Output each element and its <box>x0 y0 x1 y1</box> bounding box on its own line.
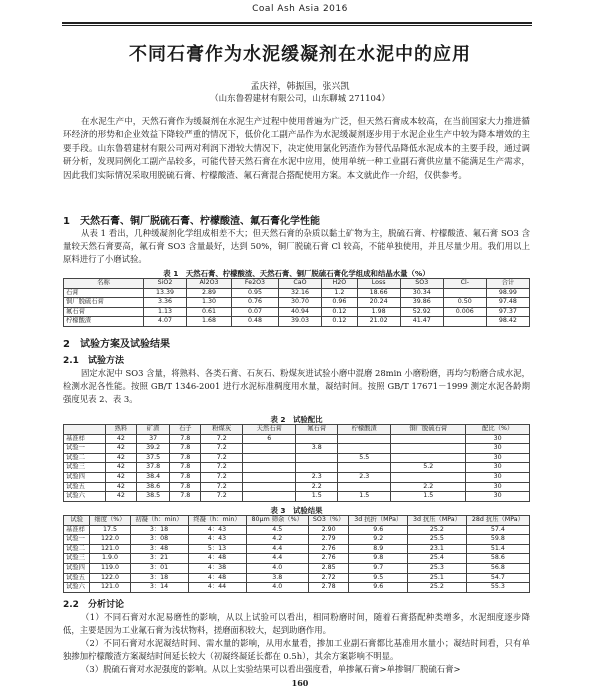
table-1 <box>63 278 530 327</box>
table-cell: 121.0 <box>90 583 130 593</box>
column-header: 矿渣 <box>136 425 169 435</box>
column-header: 铜厂脱硫石膏 <box>391 425 466 435</box>
table-cell <box>243 453 296 463</box>
table-cell: 25.2 <box>408 525 467 535</box>
table-cell <box>338 482 391 492</box>
table-cell: 2.2 <box>296 482 338 492</box>
table-cell: 59.8 <box>466 535 529 545</box>
table-cell: 42 <box>105 463 136 473</box>
column-header: 石子 <box>170 425 201 435</box>
table-row <box>64 544 530 554</box>
table-cell: 试验一 <box>64 535 90 545</box>
table-cell: 119.0 <box>90 563 130 573</box>
table-cell: 石膏 <box>64 288 144 298</box>
table-cell: 2.90 <box>308 525 348 535</box>
table-cell: 1.9.0 <box>90 554 130 564</box>
table-cell: 42 <box>105 472 136 482</box>
table-row <box>64 525 530 535</box>
table-cell: 56.8 <box>466 563 529 573</box>
table-cell: 40.94 <box>278 307 321 317</box>
section-1-text: 从表 1 看出，几种缓凝剂化学组成相差不大；但天然石膏的杂质以黏土矿物为主，脱硫石膏、柠檬酸渣、氟石膏 SO3 含量较天然石膏要高，氟石膏 SO3 含量最好，达到 50%，铜厂脱硫石膏 Cl 较高，不能单独使用，并且尽量少用。我们用以上原料进行了小磨试验。 <box>63 228 530 264</box>
table-cell: 37.5 <box>136 453 169 463</box>
table-cell: 4.0 <box>246 563 308 573</box>
table-row <box>64 563 530 573</box>
table-cell: 基准样 <box>64 525 90 535</box>
table-cell: 2.72 <box>308 573 348 583</box>
table-cell: 13.39 <box>144 288 187 298</box>
table-cell: 21.02 <box>357 317 400 327</box>
table-cell: 0.07 <box>232 307 279 317</box>
table-cell: 1.68 <box>187 317 232 327</box>
column-header <box>64 425 106 435</box>
affiliation: （山东鲁碧建材有限公司，山东聊城 271104） <box>210 94 390 104</box>
table-cell: 0.12 <box>322 307 358 317</box>
table-cell: 25.1 <box>408 573 467 583</box>
column-header: Al2O3 <box>187 279 232 289</box>
table-cell: 30 <box>466 482 530 492</box>
table-cell: 4：43 <box>188 525 246 535</box>
column-header: 熟料 <box>105 425 136 435</box>
table-cell: 98.99 <box>486 288 529 298</box>
table-cell: 5.2 <box>391 463 466 473</box>
table-cell <box>391 472 466 482</box>
table-cell <box>338 434 391 444</box>
section-2-2-heading: 2.2 分析讨论 <box>63 600 124 610</box>
table-cell: 4.4 <box>246 554 308 564</box>
table-cell: 4.2 <box>246 535 308 545</box>
table-cell: 30.70 <box>278 298 321 308</box>
table-cell: 基准样 <box>64 434 106 444</box>
table-cell: 1.5 <box>391 492 466 502</box>
column-header: 试验 <box>64 516 90 526</box>
table-cell: 试验二 <box>64 453 106 463</box>
table-row <box>64 535 530 545</box>
table-cell: 3.8 <box>246 573 308 583</box>
table-cell: 39.86 <box>400 298 443 308</box>
table-cell: 30 <box>466 453 530 463</box>
table-cell: 7.2 <box>201 444 243 454</box>
table-cell: 9.6 <box>349 583 408 593</box>
table-cell: 122.0 <box>90 573 130 583</box>
table-cell: 3：21 <box>130 554 188 564</box>
table-cell: 试验六 <box>64 492 106 502</box>
table-cell: 2.76 <box>308 544 348 554</box>
table-cell: 39.2 <box>136 444 169 454</box>
table-cell: 柠檬酸渣 <box>64 317 144 327</box>
table-cell: 2.78 <box>308 583 348 593</box>
column-header: Loss <box>357 279 400 289</box>
table-cell: 30.34 <box>400 288 443 298</box>
table-cell: 4：43 <box>188 535 246 545</box>
table-row <box>64 317 530 327</box>
column-header: 氟石膏 <box>296 425 338 435</box>
table-cell: 试验六 <box>64 583 90 593</box>
column-header: 80μm 筛余（%） <box>246 516 308 526</box>
table-cell: 3：18 <box>130 525 188 535</box>
table-cell: 23.1 <box>408 544 467 554</box>
table-cell: 42 <box>105 492 136 502</box>
table-cell <box>443 317 486 327</box>
table-cell: 试验三 <box>64 554 90 564</box>
column-header: CaO <box>278 279 321 289</box>
table-cell: 0.95 <box>232 288 279 298</box>
table-cell <box>443 288 486 298</box>
column-header: 名称 <box>64 279 144 289</box>
table-cell <box>391 444 466 454</box>
table-cell: 7.8 <box>170 492 201 502</box>
journal-header: Coal Ash Asia 2016 <box>252 4 348 14</box>
table-cell: 4：48 <box>188 573 246 583</box>
table-cell: 30 <box>466 492 530 502</box>
table-cell: 55.3 <box>466 583 529 593</box>
table-cell <box>338 463 391 473</box>
table-header-row <box>64 425 530 435</box>
table-cell: 41.47 <box>400 317 443 327</box>
table-row <box>64 444 530 454</box>
table-cell: 3：08 <box>130 535 188 545</box>
table-cell: 2.2 <box>391 482 466 492</box>
column-header: 配比（%） <box>466 425 530 435</box>
table-cell: 铜厂脱硫石膏 <box>64 298 144 308</box>
table-3 <box>63 515 530 593</box>
table-2-caption: 表 2 试验配比 <box>270 415 323 424</box>
table-cell: 9.7 <box>349 563 408 573</box>
table-cell: 0.50 <box>443 298 486 308</box>
table-cell: 25.4 <box>408 554 467 564</box>
table-row <box>64 482 530 492</box>
table-cell: 0.48 <box>232 317 279 327</box>
table-cell: 39.03 <box>278 317 321 327</box>
table-cell: 1.5 <box>338 492 391 502</box>
table-cell: 6 <box>243 434 296 444</box>
table-row <box>64 434 530 444</box>
table-row <box>64 583 530 593</box>
table-cell: 7.2 <box>201 472 243 482</box>
table-cell: 30 <box>466 472 530 482</box>
table-row <box>64 463 530 473</box>
table-cell: 1.30 <box>187 298 232 308</box>
column-header: 3d 抗压（MPa） <box>408 516 467 526</box>
table-cell: 57.4 <box>466 525 529 535</box>
table-cell: 38.6 <box>136 482 169 492</box>
table-3-caption: 表 3 试验结果 <box>270 506 323 515</box>
table-cell <box>391 434 466 444</box>
table-cell: 试验一 <box>64 444 106 454</box>
table-1-caption: 表 1 天然石膏、柠檬酸渣、天然石膏、铜厂脱硫石膏化学组成和结晶水量（%） <box>163 269 430 278</box>
table-cell: 5.5 <box>338 453 391 463</box>
section-2-heading: 2 试验方案及试验结果 <box>63 339 170 350</box>
table-cell: 0.76 <box>232 298 279 308</box>
table-cell: 3：18 <box>130 573 188 583</box>
table-cell: 试验四 <box>64 472 106 482</box>
table-row <box>64 492 530 502</box>
column-header: SiO2 <box>144 279 187 289</box>
table-header-row <box>64 516 530 526</box>
table-cell: 0.006 <box>443 307 486 317</box>
table-cell: 25.5 <box>408 535 467 545</box>
table-row <box>64 298 530 308</box>
table-cell: 7.8 <box>170 463 201 473</box>
section-1-heading: 1 天然石膏、铜厂脱硫石膏、柠檬酸渣、氟石膏化学性能 <box>63 216 320 227</box>
table-cell: 98.42 <box>486 317 529 327</box>
column-header: Fe2O3 <box>232 279 279 289</box>
table-row <box>64 554 530 564</box>
table-cell: 7.2 <box>201 482 243 492</box>
table-cell: 2.76 <box>308 554 348 564</box>
article-title: 不同石膏作为水泥缓凝剂在水泥中的应用 <box>129 44 471 65</box>
table-cell: 1.2 <box>322 288 358 298</box>
table-cell: 7.2 <box>201 453 243 463</box>
table-cell: 4.4 <box>246 544 308 554</box>
table-cell: 0.12 <box>322 317 358 327</box>
table-cell <box>338 444 391 454</box>
table-cell: 9.6 <box>349 525 408 535</box>
table-cell <box>391 453 466 463</box>
column-header: 3d 抗折（MPa） <box>349 516 408 526</box>
column-header: 合计 <box>486 279 529 289</box>
table-cell: 58.6 <box>466 554 529 564</box>
table-cell: 97.37 <box>486 307 529 317</box>
table-cell: 0.61 <box>187 307 232 317</box>
table-cell: 97.48 <box>486 298 529 308</box>
table-cell: 17.5 <box>90 525 130 535</box>
table-cell: 7.8 <box>170 472 201 482</box>
table-cell: 32.16 <box>278 288 321 298</box>
table-cell: 42 <box>105 453 136 463</box>
table-cell: 3：48 <box>130 544 188 554</box>
table-cell: 7.2 <box>201 463 243 473</box>
column-header: Cl- <box>443 279 486 289</box>
abstract-paragraph: 在水泥生产中，天然石膏作为缓凝剂在水泥生产过程中使用普遍为广泛，但天然石膏成本较高，在当前国家大力推进循环经济的形势和企业效益下降较严重的情况下，低价化工副产品作为水泥缓凝剂逐步用于水泥企业生产中较为降本增效的主要手段。山东鲁碧建材有限公司两对利润下滑较大情况下，决定使用氯化钙渣作为替代品降低水泥成本的主要手段，通过调研分析，发现同例化工副产品较多，可能代替天然石膏在水泥中应用，使用单统一种工业副石膏供应量不能满足生产需求，因此我们实际情况采取用脱硫石膏、柠檬酸渣、氟石膏混合搭配使用方案。本文就此作一介绍，仅供参考。 <box>63 117 530 181</box>
table-cell: 38.4 <box>136 472 169 482</box>
table-cell <box>243 472 296 482</box>
column-header: SO3 <box>400 279 443 289</box>
table-cell: 2.79 <box>308 535 348 545</box>
table-cell: 38.5 <box>136 492 169 502</box>
table-cell: 9.5 <box>349 573 408 583</box>
table-cell: 4.0 <box>246 583 308 593</box>
page-number: 160 <box>291 678 309 688</box>
table-cell <box>296 463 338 473</box>
table-cell <box>243 492 296 502</box>
table-cell: 7.8 <box>170 444 201 454</box>
table-cell: 3：01 <box>130 563 188 573</box>
column-header: 粉煤灰 <box>201 425 243 435</box>
table-cell: 试验五 <box>64 573 90 583</box>
section-2-1-text: 固定水泥中 SO3 含量，将熟料、各类石膏、石灰石、粉煤灰进试验小磨中混磨 28min 小磨粉磨，再均匀粉磨合成水泥，检测水泥各性能。按照 GB/T 1346-2001 进行水泥标准稠度用水量，凝结时间。按照 GB/T 17671－1999 测定水泥各龄期强度见表 2、表 3。 <box>63 368 530 404</box>
table-cell: 1.98 <box>357 307 400 317</box>
table-cell: 氟石膏 <box>64 307 144 317</box>
discussion-point-3: （3）脱硫石膏对水泥强度的影响。从以上实验结果可以看出强度看，单掺氟石膏>单掺铜厂脱硫石膏> <box>81 664 461 674</box>
column-header: SO3（%） <box>308 516 348 526</box>
table-cell: 4：48 <box>188 554 246 564</box>
table-cell: 7.8 <box>170 482 201 492</box>
table-cell: 42 <box>105 434 136 444</box>
table-cell <box>243 482 296 492</box>
table-cell: 3：14 <box>130 583 188 593</box>
table-cell: 20.24 <box>357 298 400 308</box>
table-cell: 0.96 <box>322 298 358 308</box>
table-cell <box>243 463 296 473</box>
authors: 孟庆祥，韩振国，张兴凯 <box>250 82 350 92</box>
table-row <box>64 573 530 583</box>
table-cell: 试验五 <box>64 482 106 492</box>
table-cell: 7.8 <box>170 453 201 463</box>
table-cell: 18.66 <box>357 288 400 298</box>
section-2-1-heading: 2.1 试验方法 <box>63 356 124 366</box>
column-header: 柠檬酸渣 <box>338 425 391 435</box>
table-header-row <box>64 279 530 289</box>
table-cell: 25.3 <box>408 563 467 573</box>
table-cell: 2.89 <box>187 288 232 298</box>
table-cell: 122.0 <box>90 535 130 545</box>
column-header: 28d 抗压（MPa） <box>466 516 529 526</box>
column-header: 初凝（h：min） <box>130 516 188 526</box>
table-cell: 54.7 <box>466 573 529 583</box>
table-cell: 7.8 <box>170 434 201 444</box>
table-cell: 25.2 <box>408 583 467 593</box>
table-cell <box>296 453 338 463</box>
table-cell: 2.85 <box>308 563 348 573</box>
table-cell: 37.8 <box>136 463 169 473</box>
table-cell: 37 <box>136 434 169 444</box>
header-rule <box>62 22 532 24</box>
table-cell: 42 <box>105 482 136 492</box>
table-cell: 52.92 <box>400 307 443 317</box>
column-header: 天然石膏 <box>243 425 296 435</box>
table-cell: 4：44 <box>188 583 246 593</box>
header-rule-thin <box>62 25 532 26</box>
column-header: 终凝（h：min） <box>188 516 246 526</box>
column-header: 细度（%） <box>90 516 130 526</box>
column-header: H2O <box>322 279 358 289</box>
table-cell: 30 <box>466 463 530 473</box>
table-2 <box>63 424 530 502</box>
table-cell: 8.9 <box>349 544 408 554</box>
table-cell: 试验二 <box>64 544 90 554</box>
table-cell <box>296 434 338 444</box>
table-cell <box>243 444 296 454</box>
table-cell: 1.13 <box>144 307 187 317</box>
table-row <box>64 472 530 482</box>
table-cell: 121.0 <box>90 544 130 554</box>
table-cell: 7.2 <box>201 492 243 502</box>
table-cell: 1.5 <box>296 492 338 502</box>
table-cell: 7.2 <box>201 434 243 444</box>
table-cell: 51.4 <box>466 544 529 554</box>
table-row <box>64 288 530 298</box>
table-cell: 3.36 <box>144 298 187 308</box>
table-row <box>64 453 530 463</box>
discussion-point-2: （2）不同石膏对水泥凝结时间、需水量的影响，从用水量看，掺加工业副石膏都比基准用水量小；凝结时间看，只有单独掺加柠檬酸渣方案凝结时间延长较大（初凝终凝延长都在 0.5h），其余方案影响不明显。 <box>63 638 530 661</box>
table-cell: 试验四 <box>64 563 90 573</box>
table-cell: 9.2 <box>349 535 408 545</box>
table-cell: 9.8 <box>349 554 408 564</box>
table-row <box>64 307 530 317</box>
table-cell: 3.8 <box>296 444 338 454</box>
table-cell: 4.07 <box>144 317 187 327</box>
table-cell: 4：38 <box>188 563 246 573</box>
table-cell: 5：13 <box>188 544 246 554</box>
table-cell: 2.3 <box>338 472 391 482</box>
discussion-point-1: （1）不同石膏对水泥易磨性的影响，从以上试验可以看出，相同粉磨时间，随着石膏搭配种类增多，水泥细度逐步降低，主要是因为工业氟石膏为浅状物料，搓磨面积较大，起到助磨作用。 <box>63 612 530 635</box>
table-cell: 试验三 <box>64 463 106 473</box>
table-cell: 30 <box>466 434 530 444</box>
table-cell: 4.5 <box>246 525 308 535</box>
table-cell: 42 <box>105 444 136 454</box>
table-cell: 30 <box>466 444 530 454</box>
table-cell: 2.3 <box>296 472 338 482</box>
